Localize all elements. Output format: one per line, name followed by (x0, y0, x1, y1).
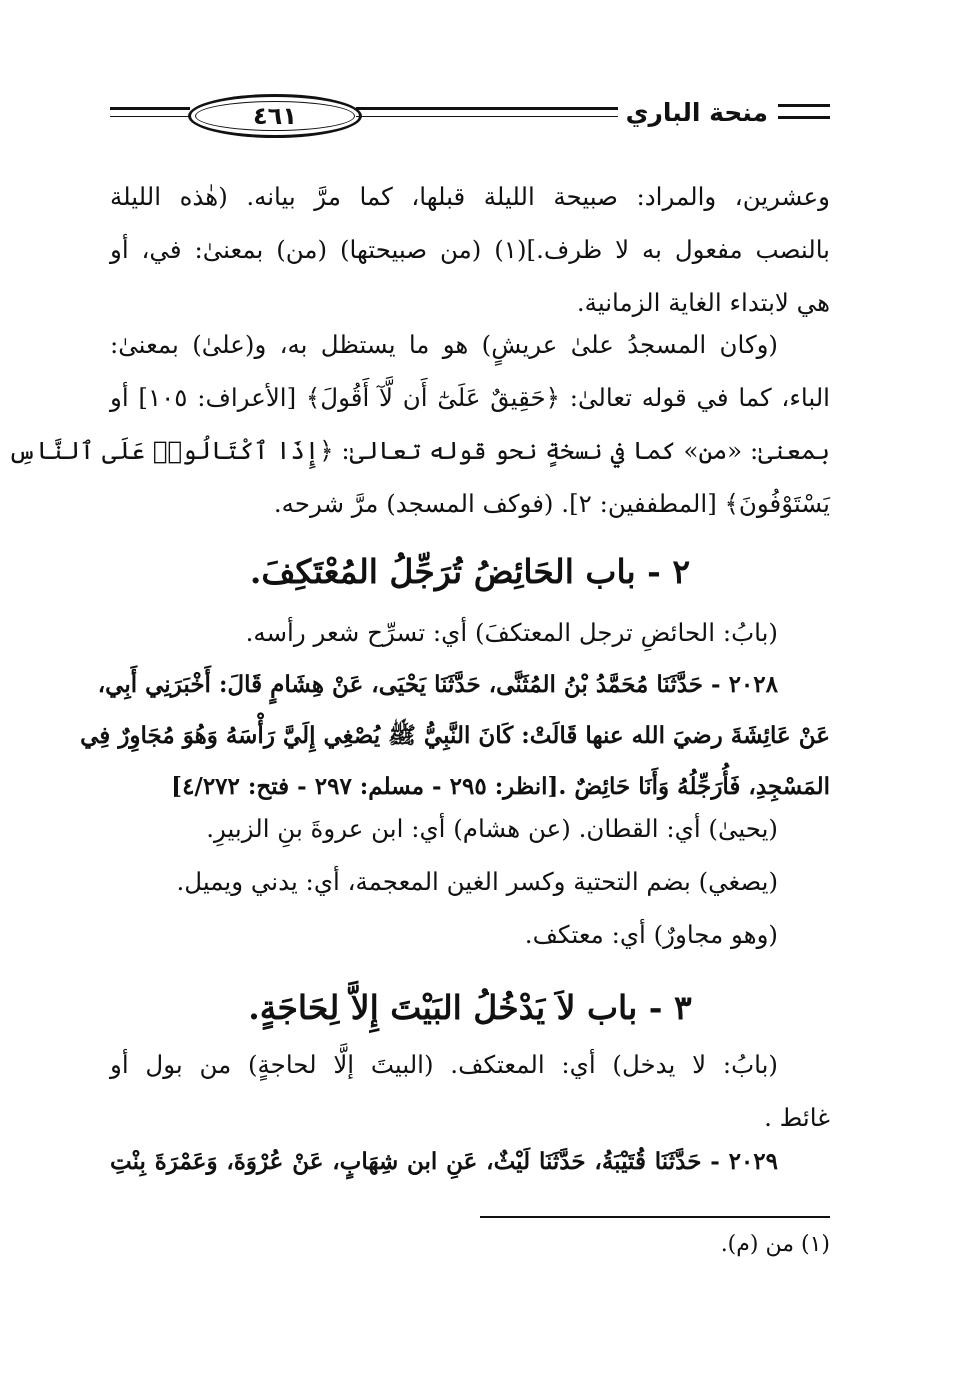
text-line: (بابُ: الحائضِ ترجل المعتكفَ) أي: تسرِّح شعر رأسه. (245, 618, 778, 647)
header-rule-right-bottom (778, 116, 830, 119)
hadith-text (80, 659, 830, 812)
footnote: (١) من (م). (720, 1232, 830, 1257)
hadith-text (110, 1136, 830, 1187)
text-line: المَسْجِدِ، فَأُرَجِّلُهُ وَأَنَا حَائِضٌ .[انظر: ٢٩٥ - مسلم: ٢٩٧ - فتح: ٤/٢٧٢] (171, 773, 830, 800)
header-rule-left-bottom (110, 116, 190, 117)
header-rule-right-top (778, 104, 830, 107)
page-header (110, 92, 830, 138)
paragraph-chapter-explanation (110, 1038, 830, 1144)
page-number-oval (188, 94, 362, 138)
chapter-heading: ٣ - باب لاَ يَدْخُلُ البَيْتَ إِلاَّ لِحَاجَةٍ. (248, 988, 692, 1027)
text-line: غائط . (764, 1103, 830, 1132)
paragraph-chapter-explanation (110, 606, 830, 659)
page-number: ٤٦١ (253, 102, 297, 130)
text-line: بمعنىٰ: «من» كما في نسخةٍ نحو قوله تعالىٰ: ﴿إِذَا ٱكْتَالُوا۟ عَلَى ٱلنَّاسِ (8, 436, 830, 465)
text-line: (يصغي) بضم التحتية وكسر الغين المعجمة، أي: يدني ويميل. (176, 867, 778, 896)
text-line: الباء، كما في قوله تعالىٰ: ﴿حَقِيقٌ عَلَىٰٓ أَن لَّآ أَقُولَ﴾ [الأعراف: ١٠٥] أو (110, 383, 830, 412)
text-line: عَنْ عَائِشَةَ رضيَ الله عنها قَالَتْ: كَانَ النَّبِيُّ ﷺ يُصْغِي إِلَيَّ رَأْسَهُ وَهُوَ مُجَاوِرٌ فِي (80, 722, 830, 749)
text-line: يَسْتَوْفُونَ﴾ [المطففين: ٢]. (فوكف المسجد) مرَّ شرحه. (273, 489, 830, 518)
text-line: (وهو مجاورٌ) أي: معتكف. (524, 920, 778, 949)
paragraph-hadith-commentary (110, 802, 830, 961)
header-rule-left-top (110, 107, 190, 110)
footnote-separator (480, 1216, 830, 1218)
header-rule-middle-bottom (356, 116, 618, 117)
text-line: ٢٠٢٨ - حَدَّثَنَا مُحَمَّدُ بْنُ المُثَنَّى، حَدَّثَنَا يَحْيَى، عَنْ هِشَامٍ قَالَ: أَخْبَرَنِي أَبِي، (97, 671, 778, 698)
text-line: ٢٠٢٩ - حَدَّثَنَا قُتَيْبَةُ، حَدَّثَنَا لَيْثٌ، عَنِ ابن شِهَابٍ، عَنْ عُرْوَةَ، وَعَمْرَةَ بِنْتِ (110, 1148, 778, 1175)
text-line: وعشرين، والمراد: صبيحة الليلة قبلها، كما مرَّ بيانه. (هٰذه الليلة (110, 182, 830, 211)
header-rule-middle-top (356, 107, 618, 110)
paragraph-commentary-mosque (8, 318, 830, 530)
text-line: هي لابتداء الغاية الزمانية. (576, 288, 830, 317)
text-line: (بابُ: لا يدخل) أي: المعتكف. (البيتَ إلَّا لحاجةٍ) من بول أو (110, 1050, 778, 1079)
running-title: منحة الباري (625, 98, 768, 127)
text-line: (يحيىٰ) أي: القطان. (عن هشام) أي: ابن عروةَ بنِ الزبيرِ. (206, 814, 778, 843)
text-line: بالنصب مفعول به لا ظرف.](١) (من صبيحتها) (من) بمعنىٰ: في، أو (110, 235, 830, 264)
paragraph-continuation (110, 170, 830, 329)
chapter-heading: ٢ - باب الحَائِضُ تُرَجِّلُ المُعْتَكِفَ. (249, 552, 691, 591)
text-line: (وكان المسجدُ علىٰ عريشٍ) هو ما يستظل به، و(علىٰ) بمعنىٰ: (110, 330, 778, 359)
